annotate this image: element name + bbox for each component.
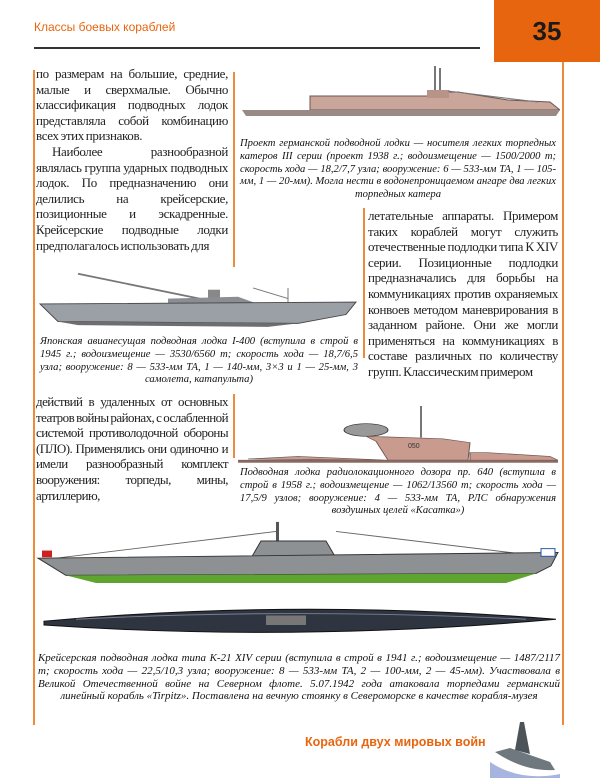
- paragraph: Наиболее разнообразной являлась группа ударных подводных лодок. По предназначению они делились на крейсерские, позиционные и эскадренные. Крейсерские подводные лодки предполагалось использовать для: [36, 143, 228, 253]
- header-rule: [34, 47, 480, 49]
- column-divider: [233, 72, 235, 267]
- caption-k21: Крейсерская подводная лодка типа К-21 XIV серии (вступила в строй в 1941 г.; водоизмещение — 1487/2117 т; скорость хода — 22,5/10,3 узла; вооружение: 8 — 533-мм ТА, 2 — 100-мм, 2 — 45-мм). Участвовала в Великой Отечественной войне на Северном флоте. 5.07.1942 года атаковала торпедами германский линейный корабль «Tirpitz». Поставлена на вечную стоянку в Североморске в качестве корабля-музея: [38, 652, 560, 703]
- text-column-c: [36, 394, 228, 503]
- pr640-submarine-illustration: [238, 406, 558, 464]
- paragraph: по размерам на большие, средние, малые и сверхмалые. Обычно классификация подводных лодок представляла собой комбинацию всех этих признаков.: [36, 66, 228, 144]
- caption-i400: Японская авианесущая подводная лодка I-400 (вступила в строй в 1945 г.; водоизмещение — 3530/6560 т; скорость хода — 18,7/6,5 узла; вооружение: 8 — 533-мм ТА, 1 — 140-мм, 3×3 и 1 — 25-мм, 3 самолета, катапульта): [40, 336, 358, 386]
- book-title: Корабли двух мировых войн: [305, 735, 486, 749]
- paragraph: летательные аппараты. Примером таких кораблей могут служить отечественные подлодки типа К XIV серии. Позиционные подлодки предназначались для борьбы на коммуникациях против охраняемых конвоев методом маневрирования в заданном районе. Они же могли применяться на коммуникациях в составе различных по количеству групп. Классическим примером: [368, 208, 558, 379]
- left-border-line: [33, 70, 35, 725]
- column-divider: [233, 394, 235, 458]
- text-column-b: [368, 208, 558, 380]
- page-number: 35: [494, 0, 600, 62]
- hull-number: 050: [408, 443, 420, 450]
- i400-submarine-illustration: [38, 272, 358, 334]
- text-column-a: [36, 66, 228, 253]
- caption-pr640: Подводная лодка радиолокационного дозора пр. 640 (вступила в строй в 1958 г.; водоизмещение — 1062/13560 т; скорость хода — 17,5/9 узлов; вооружение: 4 — 533-мм ТА, РЛС обнаружения воздушных целей «Касатка»): [240, 467, 556, 517]
- paragraph: действий в удаленных от основных театров войны районах, с ослабленной системой противолодочной обороны (ПЛО). Применялись они одиночно и имели разнообразный комплект вооружения: торпеды, мины, артиллерию,: [36, 394, 228, 503]
- k21-submarine-illustration: [36, 520, 564, 646]
- german-submarine-illustration: [238, 66, 560, 128]
- column-divider: [363, 208, 365, 358]
- caption-german-submarine: Проект германской подводной лодки — носителя легких торпедных катеров III серии (проект 1938 г.; водоизмещение — 1500/2000 т; скорость хода — 18,2/7,7 узла; вооружение: 6 — 533-мм ТА, 1 — 105-мм, 1 — 20-мм). Могла нести в водонепроницаемом ангаре два легких торпедных катера: [240, 138, 556, 201]
- battleship-icon: [490, 712, 560, 778]
- section-title: Классы боевых кораблей: [34, 20, 176, 34]
